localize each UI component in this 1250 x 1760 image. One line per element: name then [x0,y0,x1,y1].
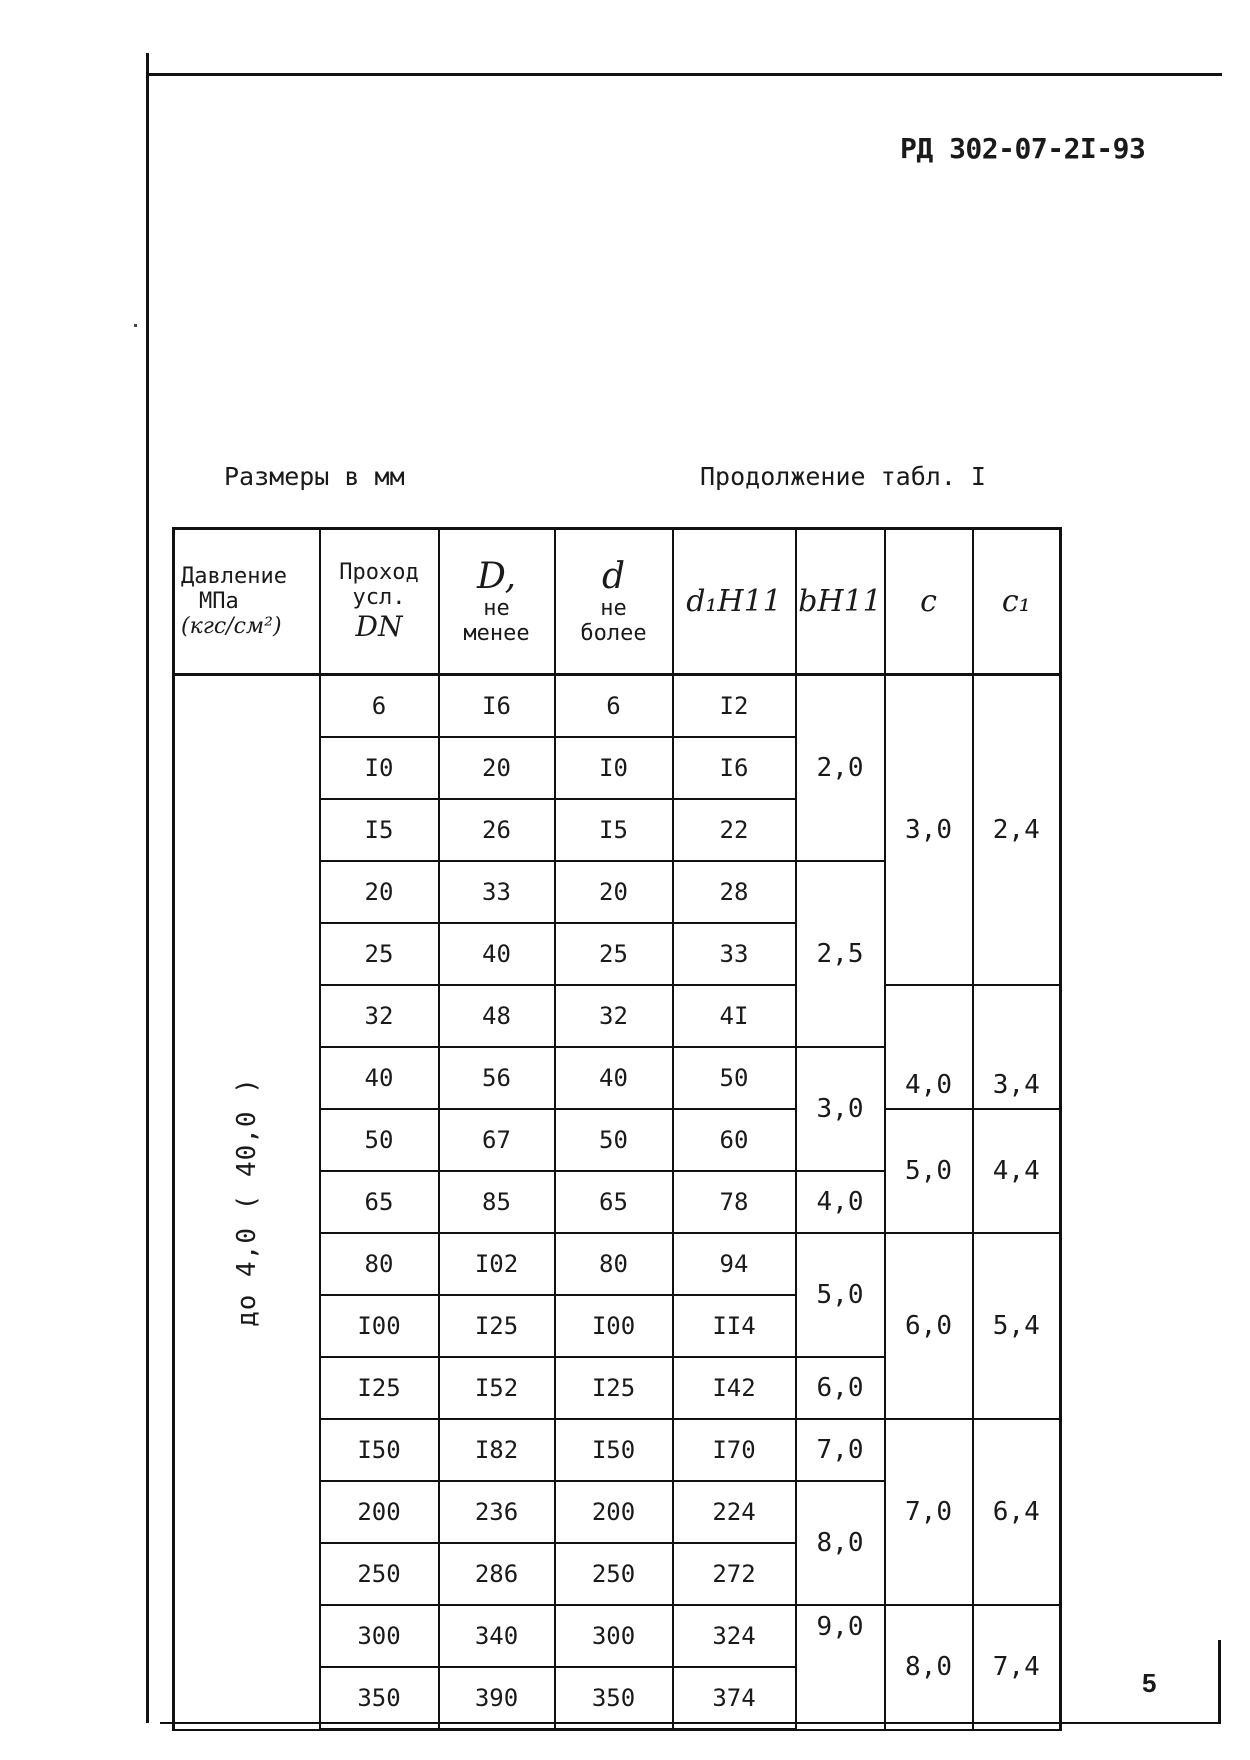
dimensions-note: Размеры в мм [224,462,405,491]
cell-b: 6,0 [796,1357,885,1419]
cell-dn: 80 [320,1233,439,1295]
table-continuation-note: Продолжение табл. I [700,462,986,491]
cell-D: 340 [439,1605,555,1667]
cell-dn: 50 [320,1109,439,1171]
cell-D: 390 [439,1667,555,1730]
cell-D: I82 [439,1419,555,1481]
cell-D: 20 [439,737,555,799]
cell-d1: 22 [673,799,796,861]
cell-dn: 25 [320,923,439,985]
cell-d1: 33 [673,923,796,985]
cell-D: I6 [439,675,555,738]
cell-dn: 65 [320,1171,439,1233]
cell-dn: 200 [320,1481,439,1543]
cell-D: 236 [439,1481,555,1543]
cell-d1: 4I [673,985,796,1047]
cell-c: 4,0 [885,985,973,1109]
header-pressure-line3: (кгс/см²) [181,614,282,639]
header-D-line3: менее [463,620,530,646]
stray-mark [134,324,137,327]
cell-D: 56 [439,1047,555,1109]
cell-D: 85 [439,1171,555,1233]
cell-d1: 224 [673,1481,796,1543]
cell-c1: 5,4 [973,1233,1061,1419]
header-c [885,529,973,675]
cell-d1: 60 [673,1109,796,1171]
cell-b: 5,0 [796,1233,885,1357]
cell-dn: 300 [320,1605,439,1667]
header-d-line3: более [580,620,647,646]
cell-d: 40 [555,1047,673,1109]
cell-D: 48 [439,985,555,1047]
cell-d: 50 [555,1109,673,1171]
pressure-cell [174,675,320,1730]
cell-d: 250 [555,1543,673,1605]
cell-c1: 4,4 [973,1109,1061,1233]
cell-dn: 250 [320,1543,439,1605]
cell-dn: I50 [320,1419,439,1481]
header-passage [320,529,439,675]
cell-d1: 272 [673,1543,796,1605]
cell-b: 9,0 [796,1605,885,1730]
frame-top-border [147,73,1222,76]
cell-b: 2,5 [796,861,885,1047]
cell-d: 300 [555,1605,673,1667]
header-D [439,529,555,675]
header-pressure-line2: МПа [199,589,239,614]
header-b-symbol: bH11 [798,583,882,619]
cell-c1: 7,4 [973,1605,1061,1730]
cell-d: I5 [555,799,673,861]
frame-right-border [1218,1640,1221,1724]
cell-d: 80 [555,1233,673,1295]
cell-d: 6 [555,675,673,738]
cell-D: 26 [439,799,555,861]
cell-d: 200 [555,1481,673,1543]
cell-d: I0 [555,737,673,799]
cell-c1: 3,4 [973,985,1061,1109]
cell-dn: I00 [320,1295,439,1357]
header-d [555,529,673,675]
cell-d1: 28 [673,861,796,923]
header-passage-line1: Проход [339,560,419,585]
pressure-value: до 4,0 ( 40,0 ) [231,1077,262,1328]
header-d-line2: не [600,595,627,621]
cell-d: 65 [555,1171,673,1233]
cell-c: 6,0 [885,1233,973,1419]
cell-d: 20 [555,861,673,923]
cell-d: I25 [555,1357,673,1419]
cell-D: I25 [439,1295,555,1357]
cell-d1: I70 [673,1419,796,1481]
cell-c: 3,0 [885,675,973,986]
cell-c1: 6,4 [973,1419,1061,1605]
cell-b: 3,0 [796,1047,885,1171]
cell-D: 286 [439,1543,555,1605]
cell-b: 2,0 [796,675,885,862]
cell-d1: II4 [673,1295,796,1357]
header-b [796,529,885,675]
cell-b: 8,0 [796,1481,885,1605]
cell-dn: 350 [320,1667,439,1730]
cell-d: I50 [555,1419,673,1481]
cell-D: I52 [439,1357,555,1419]
table-header-row [174,529,1061,675]
cell-dn: 32 [320,985,439,1047]
cell-d1: I2 [673,675,796,738]
cell-d: 350 [555,1667,673,1730]
header-d1-symbol: d₁H11 [686,583,782,619]
header-pressure-line1: Давление [181,564,287,589]
header-pressure [174,529,320,675]
header-D-symbol: D, [476,555,517,597]
cell-dn: I25 [320,1357,439,1419]
cell-d1: I42 [673,1357,796,1419]
header-d-symbol: d [601,555,626,597]
cell-D: 40 [439,923,555,985]
header-D-line2: не [483,595,510,621]
cell-c: 5,0 [885,1109,973,1233]
cell-b: 4,0 [796,1171,885,1233]
cell-c1: 2,4 [973,675,1061,986]
cell-d1: 94 [673,1233,796,1295]
cell-dn: I0 [320,737,439,799]
header-c1 [973,529,1061,675]
cell-d1: 374 [673,1667,796,1730]
header-passage-line2: усл. [352,585,406,610]
cell-dn: 6 [320,675,439,738]
cell-d: I00 [555,1295,673,1357]
cell-dn: 40 [320,1047,439,1109]
cell-D: I02 [439,1233,555,1295]
header-passage-line3: DN [355,610,403,643]
header-d1 [673,529,796,675]
dimensions-table [172,527,1062,1731]
cell-D: 67 [439,1109,555,1171]
cell-d1: 78 [673,1171,796,1233]
header-c1-symbol: c₁ [1001,583,1031,619]
cell-dn: 20 [320,861,439,923]
cell-c: 7,0 [885,1419,973,1605]
cell-d: 25 [555,923,673,985]
header-c-symbol: c [920,583,937,619]
cell-d1: 324 [673,1605,796,1667]
cell-dn: I5 [320,799,439,861]
cell-c: 8,0 [885,1605,973,1730]
document-code: РД 302-07-2I-93 [900,132,1146,165]
cell-b: 7,0 [796,1419,885,1481]
cell-D: 33 [439,861,555,923]
frame-left-border [146,53,149,1723]
table-row [174,675,1061,738]
cell-d1: I6 [673,737,796,799]
cell-d1: 50 [673,1047,796,1109]
cell-d: 32 [555,985,673,1047]
page-number: 5 [1142,1668,1157,1698]
